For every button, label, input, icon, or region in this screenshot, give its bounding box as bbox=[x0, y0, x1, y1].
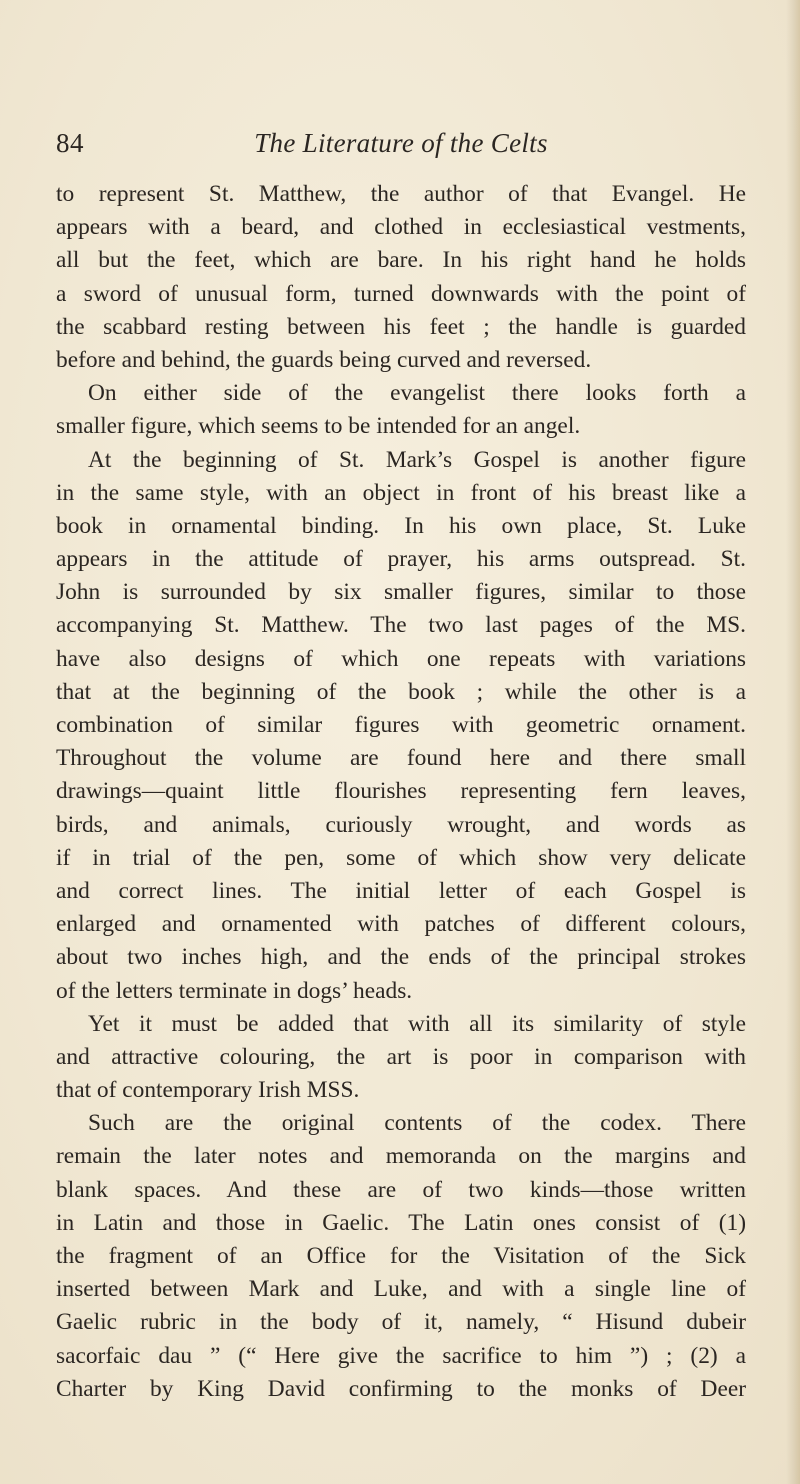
text-line: the scabbard resting between his feet ; the handle is guarded bbox=[56, 313, 746, 340]
text-line: On either side of the evangelist there looks forth a bbox=[88, 380, 746, 407]
text-line: the fragment of an Office for the Visitation of the Sick bbox=[56, 1243, 746, 1269]
text-line: remain the later notes and memoranda on the margins and bbox=[56, 1143, 746, 1170]
text-line: in Latin and those in Gaelic. The Latin ones consist of (1) bbox=[56, 1209, 746, 1236]
text-line: At the beginning of St. Mark’s Gospel is another figure bbox=[88, 446, 746, 473]
text-line: Yet it must be added that with all its similarity of style bbox=[88, 1010, 746, 1037]
text-line: Gaelic rubric in the body of it, namely, “ Hisund dubeir bbox=[56, 1309, 746, 1336]
text-line: sacorfaic dau ” (“ Here give the sacrifice to him ”) ; (2) a bbox=[56, 1342, 746, 1369]
text-line: Such are the original contents of the codex. There bbox=[88, 1110, 746, 1137]
running-title: The Literature of the Celts bbox=[254, 128, 548, 158]
text-line: before and behind, the guards being curved and reversed. bbox=[56, 346, 592, 373]
text-line: and attractive colouring, the art is poor in comparison with bbox=[56, 1043, 746, 1070]
text-line: all but the feet, which are bare. In his right hand he holds bbox=[56, 247, 746, 274]
body-text bbox=[56, 178, 746, 1406]
page-number: 84 bbox=[56, 128, 84, 158]
text-line: of the letters terminate in dogs’ heads. bbox=[56, 977, 413, 1004]
text-line: book in ornamental binding. In his own place, St. Luke bbox=[56, 512, 746, 539]
text-line: and correct lines. The initial letter of each Gospel is bbox=[56, 877, 746, 904]
text-line: that of contemporary Irish MSS. bbox=[56, 1077, 360, 1104]
text-line: birds, and animals, curiously wrought, and words as bbox=[56, 811, 746, 838]
text-line: have also designs of which one repeats with variations bbox=[56, 645, 746, 672]
text-line: about two inches high, and the ends of the principal strokes bbox=[56, 944, 746, 971]
text-line: Throughout the volume are found here and there small bbox=[56, 745, 746, 772]
text-line: appears in the attitude of prayer, his arms outspread. St. bbox=[56, 546, 746, 573]
text-line: that at the beginning of the book ; while the other is a bbox=[56, 678, 746, 705]
text-line: drawings—quaint little flourishes representing fern leaves, bbox=[56, 778, 746, 805]
text-line: if in trial of the pen, some of which show very delicate bbox=[56, 844, 746, 871]
page-header bbox=[56, 128, 746, 168]
text-line: enlarged and ornamented with patches of different colours, bbox=[56, 911, 746, 938]
text-line: to represent St. Matthew, the author of that Evangel. He bbox=[56, 181, 746, 207]
text-line: John is surrounded by six smaller figures, similar to those bbox=[56, 579, 746, 606]
text-line: smaller figure, which seems to be intended for an angel. bbox=[56, 413, 581, 440]
text-line: inserted between Mark and Luke, and with a single line of bbox=[56, 1276, 746, 1303]
text-line: Charter by King David confirming to the monks of Deer bbox=[56, 1375, 746, 1402]
page-edge-shadow bbox=[786, 0, 800, 1484]
text-line: blank spaces. And these are of two kinds—those written bbox=[56, 1176, 746, 1203]
text-line: appears with a beard, and clothed in ecclesiastical vestments, bbox=[56, 214, 746, 241]
text-line: accompanying St. Matthew. The two last pages of the MS. bbox=[56, 612, 746, 639]
text-line: in the same style, with an object in front of his breast like a bbox=[56, 479, 746, 506]
text-line: combination of similar figures with geometric ornament. bbox=[56, 712, 746, 738]
text-line: a sword of unusual form, turned downwards with the point of bbox=[56, 280, 746, 307]
